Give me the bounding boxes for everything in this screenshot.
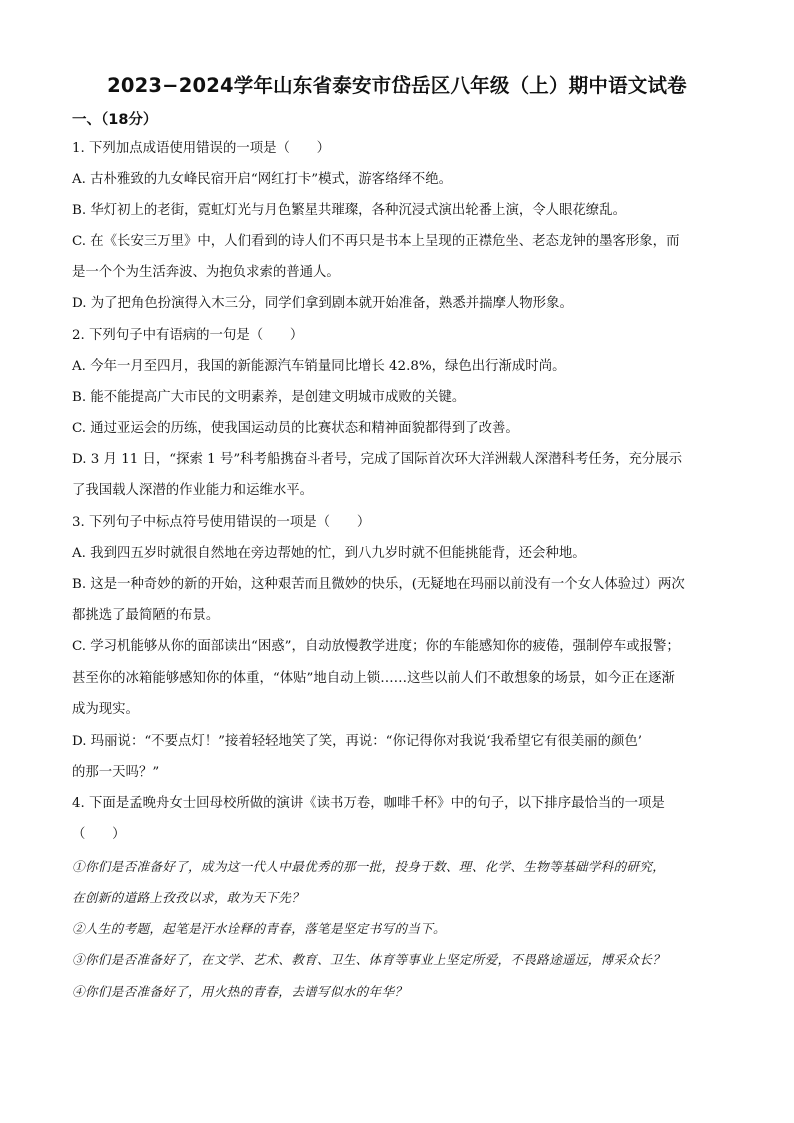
question-3-option-c: C. 学习机能够从你的面部读出“困惑”，自动放慢教学进度；你的车能感知你的疲倦，强制停车或报警； (72, 639, 680, 654)
question-3-option-d-cont: 的那一天吗？” (72, 765, 160, 780)
question-4-stem: 4. 下面是孟晚舟女士回母校所做的演讲《读书万卷，咖啡千杯》中的句子，以下排序最恰当的一项是 (72, 796, 665, 811)
question-3-option-c-cont: 甚至你的冰箱能够感知你的体重，“体贴”地自动上锁……这些以前人们不敢想象的场景，如今正在逐渐 (72, 671, 675, 686)
question-2-option-d: D. 3 月 11 日，“探索 1 号”科考船携奋斗者号，完成了国际首次环大洋洲载人深潜科考任务，充分展示 (72, 452, 683, 467)
question-1-option-c-cont: 是一个个为生活奔波、为抱负求索的普通人。 (72, 265, 340, 280)
question-4-sentence-4: ④你们是否准备好了，用火热的青春，去谱写似水的年华？ (72, 984, 408, 999)
question-4-stem-cont: （ ） (72, 827, 126, 842)
question-1-option-b: B. 华灯初上的老街，霓虹灯光与月色繁星共璀璨，各种沉浸式演出轮番上演，令人眼花缭乱。 (72, 203, 626, 218)
question-1-stem: 1. 下列加点成语使用错误的一项是（ ） (72, 141, 331, 156)
question-3-option-d: D. 玛丽说：“不要点灯！”接着轻轻地笑了笑，再说：“你记得你对我说‘我希望它有很美丽的颜色’ (72, 734, 643, 749)
exam-title: 2023−2024学年山东省泰安市岱岳区八年级（上）期中语文试卷 (107, 74, 687, 97)
question-1-option-c: C. 在《长安三万里》中，人们看到的诗人们不再只是书本上呈现的正襟危坐、老态龙钟的墨客形象，而 (72, 234, 680, 249)
question-4-sentence-1-cont: 在创新的道路上孜孜以求，敢为天下先？ (72, 890, 305, 905)
question-3-option-c-cont: 成为现实。 (72, 702, 139, 717)
question-1-option-d: D. 为了把角色扮演得入木三分，同学们拿到剧本就开始准备，熟悉并揣摩人物形象。 (72, 296, 573, 311)
question-2-option-b: B. 能不能提高广大市民的文明素养，是创建文明城市成败的关键。 (72, 390, 466, 405)
question-1-option-a: A. 古朴雅致的九女峰民宿开启“网红打卡”模式，游客络绎不绝。 (72, 172, 453, 187)
section-heading: 一、（18分） (72, 112, 158, 128)
question-2-option-d-cont: 了我国载人深潜的作业能力和运维水平。 (72, 483, 314, 498)
question-3-option-a: A. 我到四五岁时就很自然地在旁边帮她的忙，到八九岁时就不但能挑能背，还会种地。 (72, 546, 586, 561)
question-3-option-b: B. 这是一种奇妙的新的开始，这种艰苦而且微妙的快乐，(无疑地在玛丽以前没有一个女人体验过）两次 (72, 577, 685, 592)
question-2-stem: 2. 下列句子中有语病的一句是（ ） (72, 328, 304, 343)
question-2-option-c: C. 通过亚运会的历练，使我国运动员的比赛状态和精神面貌都得到了改善。 (72, 421, 519, 436)
question-2-option-a: A. 今年一月至四月，我国的新能源汽车销量同比增长 42.8%，绿色出行渐成时尚。 (72, 359, 566, 374)
question-3-stem: 3. 下列句子中标点符号使用错误的一项是（ ） (72, 515, 371, 530)
question-4-sentence-2: ②人生的考题，起笔是汗水诠释的青春，落笔是坚定书写的当下。 (72, 921, 446, 936)
question-4-sentence-3: ③你们是否准备好了，在文学、艺术、教育、卫生、体育等事业上坚定所爱，不畏路途遥远，博采众长？ (72, 952, 666, 967)
question-3-option-b-cont: 都挑选了最简陋的布景。 (72, 608, 220, 623)
question-4-sentence-1: ①你们是否准备好了，成为这一代人中最优秀的那一批，投身于数、理、化学、生物等基础学科的研究， (72, 859, 666, 874)
